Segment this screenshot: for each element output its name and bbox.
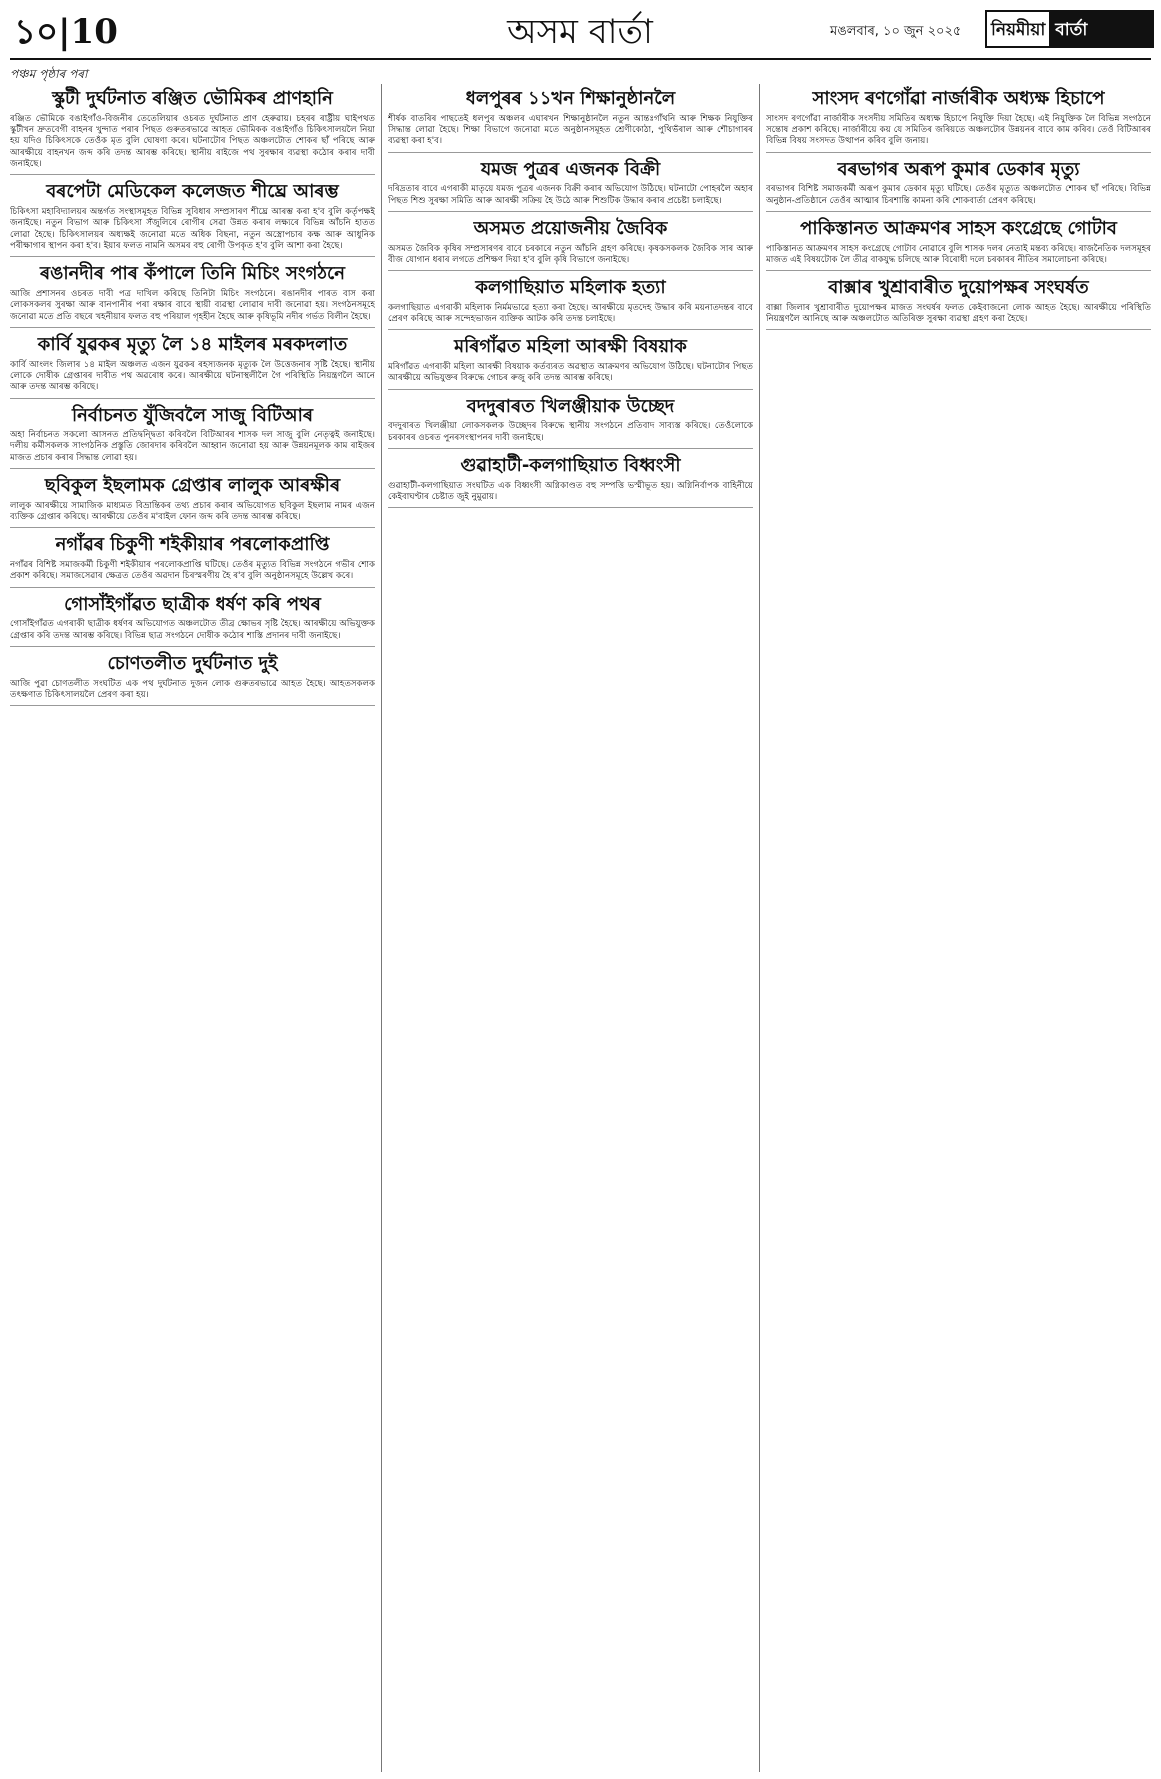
masthead [0, 0, 1161, 60]
article [388, 88, 753, 153]
article [388, 336, 753, 389]
article [766, 218, 1151, 271]
article-body: গোসাঁইগাঁৱত এগৰাকী ছাত্ৰীক ধৰ্ষণৰ অভিযোগত অঞ্চলটোত তীব্ৰ ক্ষোভৰ সৃষ্টি হৈছে। আৰক্ষীয়ে অভিযুক্তক গ্ৰেপ্তাৰ কৰি তদন্ত আৰম্ভ কৰিছে। বিভিন্ন ছাত্ৰ সংগঠনে দোষীক কঠোৰ শাস্তি প্ৰদানৰ দাবী জনাইছে। [10, 619, 375, 641]
article-headline: যমজ পুত্ৰৰ এজনক বিক্ৰী [480, 158, 661, 180]
article [388, 218, 753, 271]
article [766, 88, 1151, 153]
article-body: কাৰ্বি আংলং জিলাৰ ১৪ মাইল অঞ্চলত এজন যুৱকৰ ৰহস্যজনক মৃত্যুক লৈ উত্তেজনাৰ সৃষ্টি হৈছে। স্থানীয় লোকে দোষীক গ্ৰেপ্তাৰৰ দাবীত পথ অৱৰোধ কৰে। আৰক্ষীয়ে ঘটনাস্থলীলৈ গৈ পৰিস্থিতি নিয়ন্ত্ৰণলৈ আনে আৰু তদন্ত আৰম্ভ কৰিছে। [10, 359, 375, 393]
article-body: দৰিদ্ৰতাৰ বাবে এগৰাকী মাতৃয়ে যমজ পুত্ৰৰ এজনক বিক্ৰী কৰাৰ অভিযোগ উঠিছে। ঘটনাটো পোহৰলৈ অহাৰ পিছত শিশু সুৰক্ষা সমিতি আৰু আৰক্ষী সক্ৰিয় হৈ উঠে আৰু শিশুটিক উদ্ধাৰ কৰাৰ প্ৰচেষ্টা চলাইছে। [388, 184, 753, 206]
article-headline: মৰিগাঁৱত মহিলা আৰক্ষী বিষয়াক [454, 336, 687, 358]
article-body: লালুক আৰক্ষীয়ে সামাজিক মাধ্যমত বিভ্ৰান্তিকৰ তথ্য প্ৰচাৰ কৰাৰ অভিযোগত ছবিকুল ইছলাম নামৰ এজন ব্যক্তিক গ্ৰেপ্তাৰ কৰিছে। আৰক্ষীয়ে তেওঁৰ ম'বাইল ফোন জব্দ কৰি তদন্ত আৰম্ভ কৰিছে। [10, 500, 375, 523]
masthead-rule [10, 58, 1151, 60]
article-headline: ৰঙানদীৰ পাৰ কঁপালে তিনি মিচিং সংগঠনে [40, 263, 345, 285]
article-body: বাক্সা জিলাৰ খুশ্ৰাবাৰীত দুয়োপক্ষৰ মাজত সংঘৰ্ষৰ ফলত কেইবাজনো লোক আহত হৈছে। আৰক্ষীয়ে পৰিস্থিতি নিয়ন্ত্ৰণলৈ আনিছে আৰু অঞ্চলটোত অতিৰিক্ত সুৰক্ষা ব্যৱস্থা গ্ৰহণ কৰা হৈছে। [766, 302, 1151, 325]
article-headline: ধলপুৰৰ ১১খন শিক্ষানুষ্ঠানলৈ [465, 88, 676, 109]
article-headline: গুৱাহাটী-কলগাছিয়াত বিধ্বংসী [460, 455, 681, 477]
article-body: গুৱাহাটী-কলগাছিয়াত সংঘটিত এক বিধ্বংসী অগ্নিকাণ্ডত বহু সম্পত্তি ভস্মীভূত হয়। অগ্নিনিৰ্বাপক বাহিনীয়ে কেইবাঘণ্টাৰ চেষ্টাত জুই নুমুৱায়। [388, 480, 753, 502]
article-body: আজি প্ৰশাসনৰ ওচৰত দাবী পত্ৰ দাখিল কৰিছে তিনিটা মিচিং সংগঠনে। ৰঙানদীৰ পাৰত বাস কৰা লোকসকলৰ সুৰক্ষা আৰু বানপানীৰ পৰা ৰক্ষাৰ বাবে স্থায়ী ব্যৱস্থা লোৱাৰ দাবী জনোৱা হয়। সংগঠনসমূহে জনোৱা মতে প্ৰতি বছৰে খহনীয়াৰ ফলত বহু পৰিয়াল গৃহহীন হৈছে আৰু কৃষিভূমি নদীৰ গৰ্ভত বিলীন হৈছে। [10, 288, 375, 322]
article-body: অসমত জৈবিক কৃষিৰ সম্প্ৰসাৰণৰ বাবে চৰকাৰে নতুন আঁচনি গ্ৰহণ কৰিছে। কৃষকসকলক জৈবিক সাৰ আৰু বীজ যোগান ধৰাৰ লগতে প্ৰশিক্ষণ দিয়া হ'ব বুলি কৃষি বিভাগে জনাইছে। [388, 243, 753, 265]
column-3 [766, 84, 1151, 1772]
article [10, 534, 375, 587]
article-body: বৰভাগৰ বিশিষ্ট সমাজকৰ্মী অৰূপ কুমাৰ ডেকাৰ মৃত্যু ঘটিছে। তেওঁৰ মৃত্যুত অঞ্চলটোত শোকৰ ছাঁ পৰিছে। বিভিন্ন অনুষ্ঠান-প্ৰতিষ্ঠানে তেওঁৰ আত্মাৰ চিৰশান্তি কামনা কৰি শোকবাৰ্তা প্ৰেৰণ কৰিছে। [766, 184, 1151, 206]
article-headline: বৰপেটা মেডিকেল কলেজত শীঘ্ৰে আৰম্ভ [46, 181, 339, 203]
article [10, 405, 375, 470]
article-headline: বদদুৰাৰত খিলঞ্জীয়াক উচ্ছেদ [466, 395, 675, 417]
article-headline: স্কুটী দুৰ্ঘটনাত ৰঞ্জিত ভৌমিকৰ প্ৰাণহানি [52, 88, 333, 109]
column-divider [381, 84, 382, 1772]
article [388, 455, 753, 508]
column-divider [759, 84, 760, 1772]
article-headline: নগাঁৱৰ চিকুণী শইকীয়াৰ পৰলোকপ্ৰাপ্তি [55, 534, 330, 556]
article-body: পাকিস্তানত আক্ৰমণৰ সাহস কংগ্ৰেছে গোটাব নোৱাৰে বুলি শাসক দলৰ নেতাই মন্তব্য কৰিছে। ৰাজনৈতিক দলসমূহৰ মাজত এই বিষয়টোক লৈ তীব্ৰ বাকযুদ্ধ চলিছে আৰু বিৰোধী দলে চৰকাৰৰ নীতিৰ সমালোচনা কৰিছে। [766, 243, 1151, 265]
article-headline: পাকিস্তানত আক্ৰমণৰ সাহস কংগ্ৰেছে গোটাব [800, 217, 1117, 239]
article-body: নগাঁৱৰ বিশিষ্ট সমাজকৰ্মী চিকুণী শইকীয়াৰ পৰলোকপ্ৰাপ্তি ঘটিছে। তেওঁৰ মৃত্যুত বিভিন্ন সংগঠনে গভীৰ শোক প্ৰকাশ কৰিছে। সমাজসেৱাৰ ক্ষেত্ৰত তেওঁৰ অৱদান চিৰস্মৰণীয় হৈ ৰ'ব বুলি অনুষ্ঠানসমূহে উল্লেখ কৰে। [10, 560, 375, 582]
article-headline: বাক্সাৰ খুশ্ৰাবাৰীত দুয়োপক্ষৰ সংঘৰ্ষত [828, 277, 1089, 299]
article [388, 396, 753, 449]
article [10, 263, 375, 328]
article-headline: গোসাঁইগাঁৱত ছাত্ৰীক ধৰ্ষণ কৰি পথৰ [64, 593, 321, 615]
article-body: চিকিৎসা মহাবিদ্যালয়ৰ অন্তৰ্গত সংস্থাসমূহত বিভিন্ন সুবিধাৰ সম্প্ৰসাৰণ শীঘ্ৰে আৰম্ভ কৰা হ'ব বুলি কৰ্তৃপক্ষই জনাইছে। নতুন বিভাগ আৰু চিকিৎসা সঁজুলিৰে ৰোগীৰ সেৱা উন্নত কৰাৰ লক্ষ্যৰে বিভিন্ন আঁচনি হাতত লোৱা হৈছে। চিকিৎসালয়ৰ অধ্যক্ষই জনোৱা মতে অধিক বিছনা, নতুন অস্ত্ৰোপচাৰ কক্ষ আৰু আধুনিক পৰীক্ষাগাৰ স্থাপন কৰা হ'ব। ইয়াৰ ফলত নামনি অসমৰ বহু ৰোগী উপকৃত হ'ব বুলি আশা কৰা হৈছে। [10, 206, 375, 251]
newspaper-logo [985, 10, 1154, 48]
article [10, 88, 375, 175]
article [388, 159, 753, 212]
article-headline: নিৰ্বাচনত যুঁজিবলৈ সাজু বিটিআৰ [72, 404, 313, 426]
article [388, 277, 753, 330]
article-body: কলগাছিয়াত এগৰাকী মহিলাক নিৰ্মমভাৱে হত্যা কৰা হৈছে। আৰক্ষীয়ে মৃতদেহ উদ্ধাৰ কৰি ময়নাতদন্তৰ বাবে প্ৰেৰণ কৰিছে আৰু সন্দেহভাজন ব্যক্তিক আটক কৰি তদন্ত চলাইছে। [388, 302, 753, 325]
continued-note: পঞ্চম পৃষ্ঠাৰ পৰা [10, 67, 88, 81]
article-headline: চোণতলীত দুৰ্ঘটনাত দুই [107, 653, 278, 674]
article-body: বদদুৰাৰত খিলঞ্জীয়া লোকসকলক উচ্ছেদৰ বিৰুদ্ধে স্থানীয় সংগঠনে প্ৰতিবাদ সাব্যস্ত কৰিছে। তেওঁলোকে চৰকাৰৰ ওচৰত পুনৰসংস্থাপনৰ দাবী জনাইছে। [388, 421, 753, 443]
page-number: ১০|10 [14, 12, 118, 52]
article-headline: অসমত প্ৰয়োজনীয় জৈবিক [473, 217, 668, 239]
article-headline: সাংসদ ৰণগোঁৱা নাৰ্জাৰীক অধ্যক্ষ হিচাপে [812, 88, 1105, 109]
article-body: আজি পুৱা চোণতলীত সংঘটিত এক পথ দুৰ্ঘটনাত দুজন লোক গুৰুতৰভাৱে আহত হৈছে। আহতসকলক তৎক্ষণাত চিকিৎসালয়লৈ প্ৰেৰণ কৰা হয়। [10, 678, 375, 700]
article [10, 475, 375, 528]
paper-title: অসম বাৰ্তা [507, 12, 653, 52]
article [766, 159, 1151, 212]
article [10, 334, 375, 399]
article-headline: বৰভাগৰ অৰূপ কুমাৰ ডেকাৰ মৃত্যু [837, 158, 1080, 180]
article [10, 181, 375, 257]
column-2 [388, 84, 753, 1772]
logo-part1: নিয়মীয়া [987, 12, 1049, 46]
article-body: সাংসদ ৰণগোঁৱা নাৰ্জাৰীক সংসদীয় সমিতিৰ অধ্যক্ষ হিচাপে নিযুক্তি দিয়া হৈছে। এই নিযুক্তিক লৈ বিভিন্ন সংগঠনে সন্তোষ প্ৰকাশ কৰিছে। নাৰ্জাৰীয়ে কয় যে সমিতিৰ জৰিয়তে অঞ্চলটোৰ উন্নয়নৰ বাবে কাম কৰিব। তেওঁ বিটিআৰৰ বিভিন্ন বিষয় সংসদত উত্থাপন কৰিব বুলি জনায়। [766, 113, 1151, 147]
article-body: অহা নিৰ্বাচনত সকলো আসনত প্ৰতিদ্বন্দ্বিতা কৰিবলৈ বিটিআৰৰ শাসক দল সাজু বুলি নেতৃত্বই জনাইছে। দলীয় কৰ্মীসকলক সাংগঠনিক প্ৰস্তুতি জোৰদাৰ কৰিবলৈ আহ্বান জনোৱা হয় আৰু উন্নয়নমূলক কাম ৰাইজৰ মাজত প্ৰচাৰ কৰাৰ সিদ্ধান্ত লোৱা হয়। [10, 430, 375, 463]
article-body: মৰিগাঁৱত এগৰাকী মহিলা আৰক্ষী বিষয়াক কৰ্তব্যৰত অৱস্থাত আক্ৰমণৰ অভিযোগ উঠিছে। ঘটনাটোৰ পিছত আৰক্ষীয়ে অভিযুক্তৰ বিৰুদ্ধে গোচৰ ৰুজু কৰি তদন্ত আৰম্ভ কৰিছে। [388, 362, 753, 384]
article [10, 594, 375, 647]
article-body: শীৰ্ষক বাতৰিৰ পাছতেই ধলপুৰ অঞ্চলৰ এঘাৰখন শিক্ষানুষ্ঠানলৈ নতুন আন্তঃগাঁথনি আৰু শিক্ষক নিযুক্তিৰ সিদ্ধান্ত লোৱা হৈছে। শিক্ষা বিভাগে জনোৱা মতে অনুষ্ঠানসমূহত শ্ৰেণীকোঠা, পুথিভঁৰাল আৰু শৌচাগাৰৰ ব্যৱস্থা কৰা হ'ব। [388, 113, 753, 147]
column-1 [10, 84, 375, 1772]
article-headline: কাৰ্বি যুৱকৰ মৃত্যু লৈ ১৪ মাইলৰ মৰকদলাত [37, 333, 348, 355]
article-headline: কলগাছিয়াত মহিলাক হত্যা [475, 277, 666, 299]
logo-part2: বাৰ্তা [1049, 12, 1152, 46]
issue-date: মঙলবাৰ, ১০ জুন ২০২৫ [830, 24, 962, 39]
article [766, 277, 1151, 330]
article [10, 653, 375, 706]
article-body: ৰঞ্জিত ভৌমিকে বঙাইগাঁও-বিজনীৰ তেতেলিয়াৰ ওচৰত দুৰ্ঘটনাত প্ৰাণ হেৰুৱায়। চহৰৰ ৰাষ্ট্ৰীয় ঘাইপথত স্কুটীখন দ্ৰুতবেগী বাহনৰ খুন্দাত পৰাৰ পিছত গুৰুতৰভাৱে আহত ভৌমিকক বঙাইগাঁও চিকিৎসালয়লৈ নিয়া হয় যদিও চিকিৎসকে তেওঁক মৃত বুলি ঘোষণা কৰে। ঘটনাটোৰ পিছত অঞ্চলটোত শোকৰ ছাঁ পৰিছে আৰু আৰক্ষীয়ে বাহনখন জব্দ কৰি তদন্ত আৰম্ভ কৰিছে। স্থানীয় ৰাইজে পথ সুৰক্ষাৰ ব্যৱস্থা কঠোৰ কৰাৰ দাবী জনাইছে। [10, 113, 375, 169]
article-headline: ছবিকুল ইছলামক গ্ৰেপ্তাৰ লালুক আৰক্ষীৰ [44, 475, 341, 497]
